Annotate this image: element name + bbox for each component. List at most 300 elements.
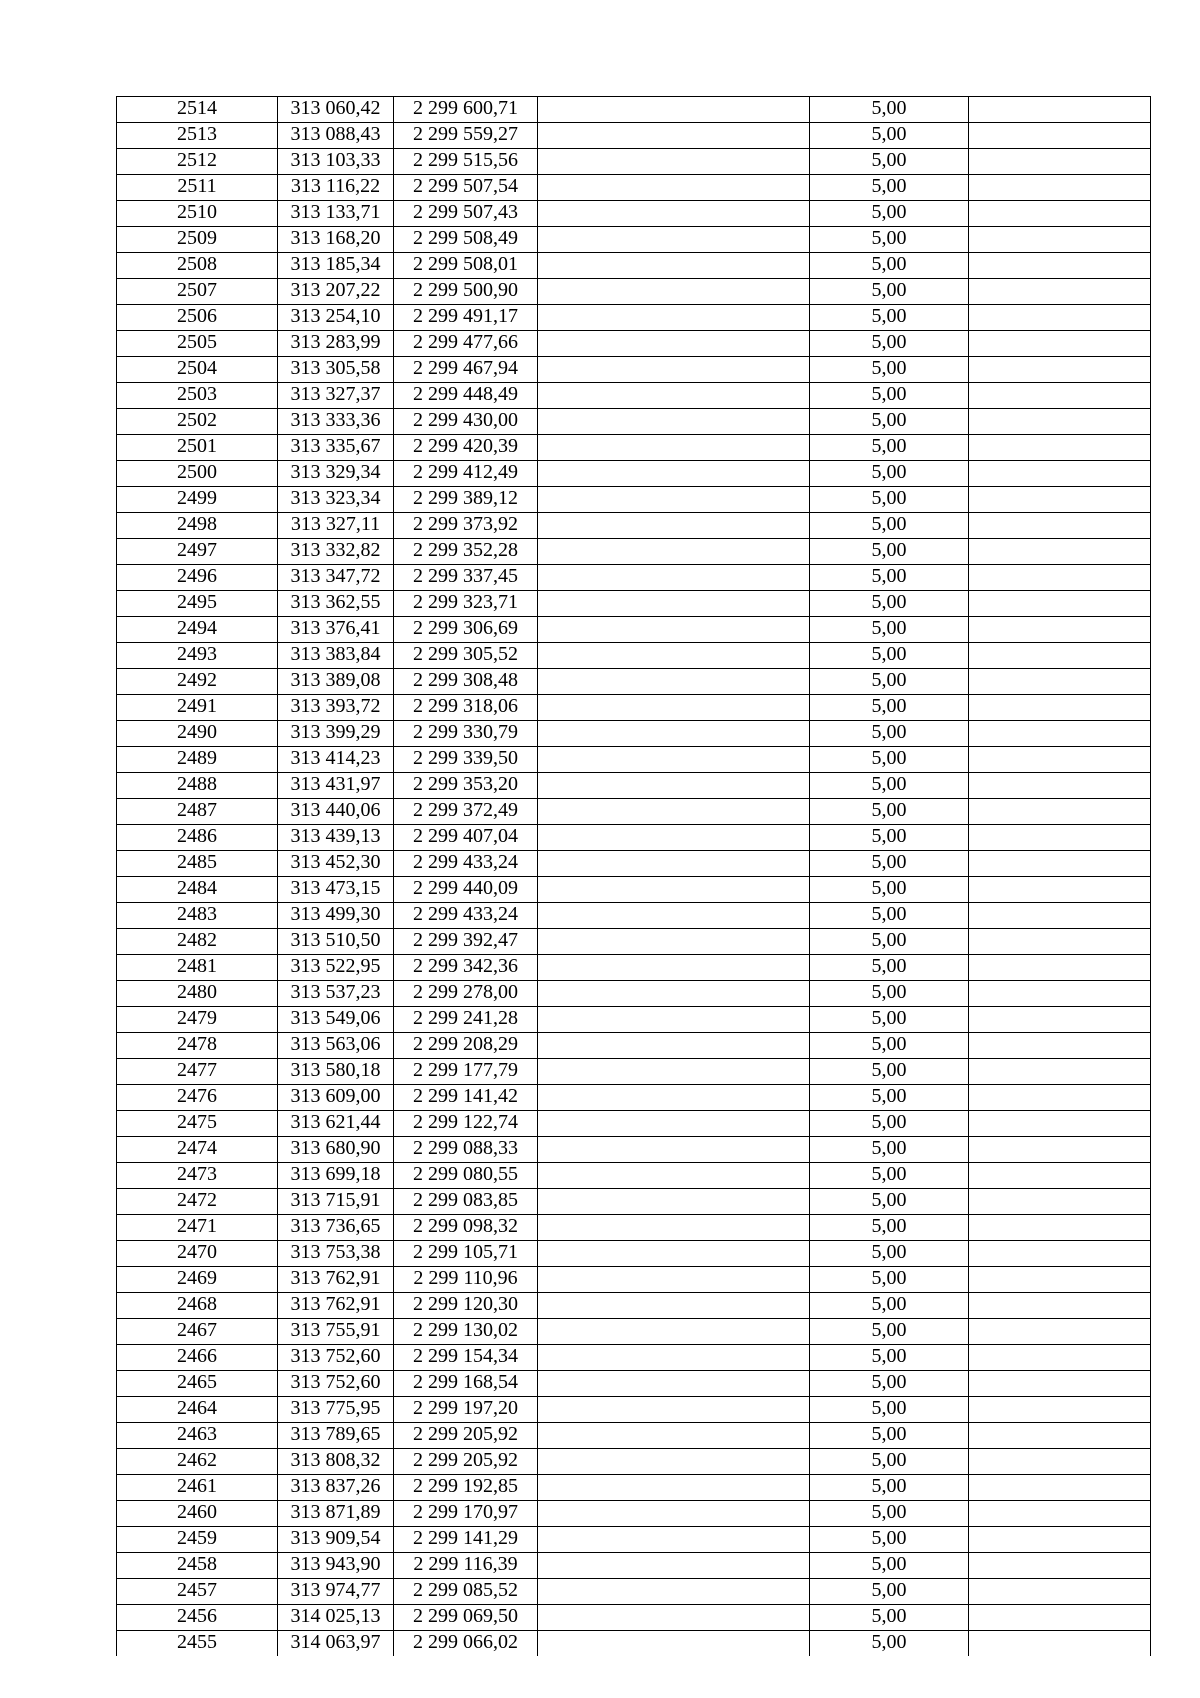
value-cell: 5,00 <box>810 149 969 175</box>
table-row <box>117 123 1151 149</box>
empty-cell <box>538 773 810 799</box>
point-number-cell: 2473 <box>117 1163 278 1189</box>
empty-cell <box>538 1319 810 1345</box>
empty-cell <box>538 253 810 279</box>
point-number-cell: 2464 <box>117 1397 278 1423</box>
table-row <box>117 1423 1151 1449</box>
y-coordinate-cell: 2 299 305,52 <box>394 643 538 669</box>
x-coordinate-cell: 314 063,97 <box>278 1631 394 1657</box>
y-coordinate-cell: 2 299 085,52 <box>394 1579 538 1605</box>
table-row <box>117 1501 1151 1527</box>
y-coordinate-cell: 2 299 508,01 <box>394 253 538 279</box>
empty-cell <box>969 1189 1151 1215</box>
empty-cell <box>969 1007 1151 1033</box>
table-row <box>117 1371 1151 1397</box>
x-coordinate-cell: 313 332,82 <box>278 539 394 565</box>
y-coordinate-cell: 2 299 318,06 <box>394 695 538 721</box>
point-number-cell: 2486 <box>117 825 278 851</box>
empty-cell <box>969 981 1151 1007</box>
x-coordinate-cell: 313 563,06 <box>278 1033 394 1059</box>
table-row <box>117 903 1151 929</box>
point-number-cell: 2481 <box>117 955 278 981</box>
point-number-cell: 2488 <box>117 773 278 799</box>
point-number-cell: 2455 <box>117 1631 278 1657</box>
value-cell: 5,00 <box>810 1163 969 1189</box>
x-coordinate-cell: 313 376,41 <box>278 617 394 643</box>
value-cell: 5,00 <box>810 1215 969 1241</box>
x-coordinate-cell: 313 327,37 <box>278 383 394 409</box>
table-row <box>117 1033 1151 1059</box>
empty-cell <box>969 1579 1151 1605</box>
y-coordinate-cell: 2 299 448,49 <box>394 383 538 409</box>
table-row <box>117 461 1151 487</box>
value-cell: 5,00 <box>810 1449 969 1475</box>
point-number-cell: 2514 <box>117 97 278 123</box>
empty-cell <box>969 851 1151 877</box>
empty-cell <box>969 643 1151 669</box>
point-number-cell: 2466 <box>117 1345 278 1371</box>
value-cell: 5,00 <box>810 1605 969 1631</box>
x-coordinate-cell: 313 943,90 <box>278 1553 394 1579</box>
x-coordinate-cell: 313 333,36 <box>278 409 394 435</box>
value-cell: 5,00 <box>810 305 969 331</box>
empty-cell <box>969 227 1151 253</box>
table-row <box>117 1605 1151 1631</box>
table-row <box>117 1137 1151 1163</box>
x-coordinate-cell: 313 909,54 <box>278 1527 394 1553</box>
empty-cell <box>538 149 810 175</box>
x-coordinate-cell: 313 329,34 <box>278 461 394 487</box>
table-row <box>117 981 1151 1007</box>
empty-cell <box>538 1579 810 1605</box>
y-coordinate-cell: 2 299 372,49 <box>394 799 538 825</box>
empty-cell <box>969 149 1151 175</box>
value-cell: 5,00 <box>810 617 969 643</box>
point-number-cell: 2495 <box>117 591 278 617</box>
value-cell: 5,00 <box>810 1267 969 1293</box>
empty-cell <box>969 1319 1151 1345</box>
value-cell: 5,00 <box>810 903 969 929</box>
x-coordinate-cell: 314 025,13 <box>278 1605 394 1631</box>
table-row <box>117 539 1151 565</box>
table-row <box>117 1475 1151 1501</box>
empty-cell <box>538 1371 810 1397</box>
table-row <box>117 513 1151 539</box>
empty-cell <box>969 1163 1151 1189</box>
empty-cell <box>538 539 810 565</box>
x-coordinate-cell: 313 452,30 <box>278 851 394 877</box>
empty-cell <box>969 695 1151 721</box>
y-coordinate-cell: 2 299 353,20 <box>394 773 538 799</box>
y-coordinate-cell: 2 299 120,30 <box>394 1293 538 1319</box>
point-number-cell: 2472 <box>117 1189 278 1215</box>
y-coordinate-cell: 2 299 154,34 <box>394 1345 538 1371</box>
empty-cell <box>969 1553 1151 1579</box>
table-row <box>117 149 1151 175</box>
x-coordinate-cell: 313 060,42 <box>278 97 394 123</box>
y-coordinate-cell: 2 299 440,09 <box>394 877 538 903</box>
value-cell: 5,00 <box>810 825 969 851</box>
value-cell: 5,00 <box>810 435 969 461</box>
y-coordinate-cell: 2 299 278,00 <box>394 981 538 1007</box>
value-cell: 5,00 <box>810 929 969 955</box>
point-number-cell: 2474 <box>117 1137 278 1163</box>
empty-cell <box>969 1267 1151 1293</box>
y-coordinate-cell: 2 299 197,20 <box>394 1397 538 1423</box>
empty-cell <box>969 929 1151 955</box>
empty-cell <box>538 565 810 591</box>
empty-cell <box>538 851 810 877</box>
x-coordinate-cell: 313 389,08 <box>278 669 394 695</box>
empty-cell <box>969 1085 1151 1111</box>
value-cell: 5,00 <box>810 1293 969 1319</box>
x-coordinate-cell: 313 414,23 <box>278 747 394 773</box>
empty-cell <box>969 1215 1151 1241</box>
x-coordinate-cell: 313 609,00 <box>278 1085 394 1111</box>
point-number-cell: 2465 <box>117 1371 278 1397</box>
empty-cell <box>969 565 1151 591</box>
table-row <box>117 695 1151 721</box>
empty-cell <box>538 617 810 643</box>
empty-cell <box>538 123 810 149</box>
value-cell: 5,00 <box>810 1553 969 1579</box>
y-coordinate-cell: 2 299 373,92 <box>394 513 538 539</box>
empty-cell <box>538 1111 810 1137</box>
point-number-cell: 2478 <box>117 1033 278 1059</box>
empty-cell <box>538 1449 810 1475</box>
point-number-cell: 2513 <box>117 123 278 149</box>
value-cell: 5,00 <box>810 1319 969 1345</box>
empty-cell <box>969 1631 1151 1657</box>
empty-cell <box>538 981 810 1007</box>
y-coordinate-cell: 2 299 339,50 <box>394 747 538 773</box>
empty-cell <box>969 669 1151 695</box>
point-number-cell: 2511 <box>117 175 278 201</box>
table-row <box>117 487 1151 513</box>
x-coordinate-cell: 313 621,44 <box>278 1111 394 1137</box>
x-coordinate-cell: 313 762,91 <box>278 1267 394 1293</box>
empty-cell <box>969 903 1151 929</box>
empty-cell <box>969 1449 1151 1475</box>
value-cell: 5,00 <box>810 461 969 487</box>
table-row <box>117 1267 1151 1293</box>
y-coordinate-cell: 2 299 433,24 <box>394 903 538 929</box>
empty-cell <box>969 747 1151 773</box>
empty-cell <box>538 1267 810 1293</box>
x-coordinate-cell: 313 439,13 <box>278 825 394 851</box>
empty-cell <box>538 1059 810 1085</box>
empty-cell <box>969 955 1151 981</box>
x-coordinate-cell: 313 789,65 <box>278 1423 394 1449</box>
y-coordinate-cell: 2 299 141,29 <box>394 1527 538 1553</box>
empty-cell <box>969 877 1151 903</box>
value-cell: 5,00 <box>810 1059 969 1085</box>
x-coordinate-cell: 313 431,97 <box>278 773 394 799</box>
table-row <box>117 227 1151 253</box>
table-row <box>117 591 1151 617</box>
value-cell: 5,00 <box>810 1241 969 1267</box>
point-number-cell: 2496 <box>117 565 278 591</box>
table-row <box>117 851 1151 877</box>
empty-cell <box>538 383 810 409</box>
x-coordinate-cell: 313 323,34 <box>278 487 394 513</box>
empty-cell <box>538 435 810 461</box>
point-number-cell: 2456 <box>117 1605 278 1631</box>
point-number-cell: 2483 <box>117 903 278 929</box>
y-coordinate-cell: 2 299 330,79 <box>394 721 538 747</box>
value-cell: 5,00 <box>810 1345 969 1371</box>
table-row <box>117 331 1151 357</box>
y-coordinate-cell: 2 299 069,50 <box>394 1605 538 1631</box>
point-number-cell: 2510 <box>117 201 278 227</box>
point-number-cell: 2459 <box>117 1527 278 1553</box>
empty-cell <box>969 461 1151 487</box>
value-cell: 5,00 <box>810 799 969 825</box>
y-coordinate-cell: 2 299 420,39 <box>394 435 538 461</box>
empty-cell <box>969 487 1151 513</box>
value-cell: 5,00 <box>810 747 969 773</box>
y-coordinate-cell: 2 299 515,56 <box>394 149 538 175</box>
empty-cell <box>969 591 1151 617</box>
x-coordinate-cell: 313 168,20 <box>278 227 394 253</box>
empty-cell <box>969 1397 1151 1423</box>
point-number-cell: 2485 <box>117 851 278 877</box>
empty-cell <box>969 799 1151 825</box>
empty-cell <box>538 1293 810 1319</box>
empty-cell <box>969 513 1151 539</box>
table-row <box>117 747 1151 773</box>
x-coordinate-cell: 313 362,55 <box>278 591 394 617</box>
y-coordinate-cell: 2 299 412,49 <box>394 461 538 487</box>
empty-cell <box>538 97 810 123</box>
table-row <box>117 1163 1151 1189</box>
x-coordinate-cell: 313 393,72 <box>278 695 394 721</box>
empty-cell <box>538 1605 810 1631</box>
y-coordinate-cell: 2 299 433,24 <box>394 851 538 877</box>
y-coordinate-cell: 2 299 205,92 <box>394 1423 538 1449</box>
empty-cell <box>969 1423 1151 1449</box>
point-number-cell: 2470 <box>117 1241 278 1267</box>
empty-cell <box>969 409 1151 435</box>
coordinates-table <box>116 96 1151 1656</box>
x-coordinate-cell: 313 522,95 <box>278 955 394 981</box>
y-coordinate-cell: 2 299 168,54 <box>394 1371 538 1397</box>
point-number-cell: 2509 <box>117 227 278 253</box>
empty-cell <box>969 97 1151 123</box>
empty-cell <box>538 331 810 357</box>
table-row <box>117 201 1151 227</box>
empty-cell <box>538 1007 810 1033</box>
x-coordinate-cell: 313 327,11 <box>278 513 394 539</box>
value-cell: 5,00 <box>810 721 969 747</box>
y-coordinate-cell: 2 299 600,71 <box>394 97 538 123</box>
empty-cell <box>538 1189 810 1215</box>
value-cell: 5,00 <box>810 851 969 877</box>
point-number-cell: 2512 <box>117 149 278 175</box>
table-row <box>117 1241 1151 1267</box>
x-coordinate-cell: 313 699,18 <box>278 1163 394 1189</box>
table-row <box>117 383 1151 409</box>
table-row <box>117 721 1151 747</box>
table-row <box>117 1111 1151 1137</box>
point-number-cell: 2469 <box>117 1267 278 1293</box>
value-cell: 5,00 <box>810 175 969 201</box>
value-cell: 5,00 <box>810 1527 969 1553</box>
value-cell: 5,00 <box>810 487 969 513</box>
value-cell: 5,00 <box>810 201 969 227</box>
value-cell: 5,00 <box>810 877 969 903</box>
empty-cell <box>538 1501 810 1527</box>
empty-cell <box>969 1527 1151 1553</box>
empty-cell <box>538 201 810 227</box>
empty-cell <box>538 695 810 721</box>
value-cell: 5,00 <box>810 1371 969 1397</box>
x-coordinate-cell: 313 133,71 <box>278 201 394 227</box>
table-row <box>117 643 1151 669</box>
x-coordinate-cell: 313 499,30 <box>278 903 394 929</box>
y-coordinate-cell: 2 299 430,00 <box>394 409 538 435</box>
table-row <box>117 1579 1151 1605</box>
point-number-cell: 2507 <box>117 279 278 305</box>
empty-cell <box>969 1059 1151 1085</box>
point-number-cell: 2502 <box>117 409 278 435</box>
empty-cell <box>538 669 810 695</box>
table-row <box>117 617 1151 643</box>
table-row <box>117 357 1151 383</box>
value-cell: 5,00 <box>810 565 969 591</box>
x-coordinate-cell: 313 103,33 <box>278 149 394 175</box>
empty-cell <box>969 825 1151 851</box>
empty-cell <box>538 1163 810 1189</box>
y-coordinate-cell: 2 299 205,92 <box>394 1449 538 1475</box>
point-number-cell: 2489 <box>117 747 278 773</box>
value-cell: 5,00 <box>810 357 969 383</box>
table-row <box>117 1085 1151 1111</box>
empty-cell <box>969 357 1151 383</box>
x-coordinate-cell: 313 871,89 <box>278 1501 394 1527</box>
empty-cell <box>969 331 1151 357</box>
table-row <box>117 799 1151 825</box>
x-coordinate-cell: 313 549,06 <box>278 1007 394 1033</box>
x-coordinate-cell: 313 680,90 <box>278 1137 394 1163</box>
point-number-cell: 2506 <box>117 305 278 331</box>
table-row <box>117 1215 1151 1241</box>
table-row <box>117 435 1151 461</box>
y-coordinate-cell: 2 299 477,66 <box>394 331 538 357</box>
empty-cell <box>538 513 810 539</box>
empty-cell <box>969 773 1151 799</box>
y-coordinate-cell: 2 299 083,85 <box>394 1189 538 1215</box>
x-coordinate-cell: 313 715,91 <box>278 1189 394 1215</box>
y-coordinate-cell: 2 299 306,69 <box>394 617 538 643</box>
y-coordinate-cell: 2 299 559,27 <box>394 123 538 149</box>
point-number-cell: 2504 <box>117 357 278 383</box>
empty-cell <box>538 1423 810 1449</box>
table-row <box>117 175 1151 201</box>
x-coordinate-cell: 313 510,50 <box>278 929 394 955</box>
empty-cell <box>538 955 810 981</box>
y-coordinate-cell: 2 299 389,12 <box>394 487 538 513</box>
empty-cell <box>969 1605 1151 1631</box>
empty-cell <box>969 383 1151 409</box>
empty-cell <box>538 877 810 903</box>
y-coordinate-cell: 2 299 323,71 <box>394 591 538 617</box>
point-number-cell: 2457 <box>117 1579 278 1605</box>
empty-cell <box>538 799 810 825</box>
table-row <box>117 1553 1151 1579</box>
x-coordinate-cell: 313 837,26 <box>278 1475 394 1501</box>
x-coordinate-cell: 313 283,99 <box>278 331 394 357</box>
table-row <box>117 1345 1151 1371</box>
empty-cell <box>538 1397 810 1423</box>
value-cell: 5,00 <box>810 1085 969 1111</box>
empty-cell <box>969 1033 1151 1059</box>
point-number-cell: 2508 <box>117 253 278 279</box>
point-number-cell: 2500 <box>117 461 278 487</box>
value-cell: 5,00 <box>810 643 969 669</box>
point-number-cell: 2497 <box>117 539 278 565</box>
table-row <box>117 1449 1151 1475</box>
value-cell: 5,00 <box>810 1475 969 1501</box>
value-cell: 5,00 <box>810 1137 969 1163</box>
value-cell: 5,00 <box>810 1033 969 1059</box>
y-coordinate-cell: 2 299 407,04 <box>394 825 538 851</box>
empty-cell <box>969 1345 1151 1371</box>
value-cell: 5,00 <box>810 669 969 695</box>
value-cell: 5,00 <box>810 1111 969 1137</box>
y-coordinate-cell: 2 299 508,49 <box>394 227 538 253</box>
empty-cell <box>538 747 810 773</box>
point-number-cell: 2458 <box>117 1553 278 1579</box>
x-coordinate-cell: 313 116,22 <box>278 175 394 201</box>
empty-cell <box>969 435 1151 461</box>
value-cell: 5,00 <box>810 279 969 305</box>
point-number-cell: 2503 <box>117 383 278 409</box>
x-coordinate-cell: 313 762,91 <box>278 1293 394 1319</box>
empty-cell <box>969 1371 1151 1397</box>
empty-cell <box>969 279 1151 305</box>
x-coordinate-cell: 313 185,34 <box>278 253 394 279</box>
x-coordinate-cell: 313 752,60 <box>278 1371 394 1397</box>
y-coordinate-cell: 2 299 105,71 <box>394 1241 538 1267</box>
empty-cell <box>538 721 810 747</box>
point-number-cell: 2480 <box>117 981 278 1007</box>
y-coordinate-cell: 2 299 122,74 <box>394 1111 538 1137</box>
table-row <box>117 305 1151 331</box>
empty-cell <box>538 1345 810 1371</box>
empty-cell <box>538 1085 810 1111</box>
y-coordinate-cell: 2 299 098,32 <box>394 1215 538 1241</box>
value-cell: 5,00 <box>810 773 969 799</box>
value-cell: 5,00 <box>810 1579 969 1605</box>
value-cell: 5,00 <box>810 1423 969 1449</box>
x-coordinate-cell: 313 755,91 <box>278 1319 394 1345</box>
y-coordinate-cell: 2 299 177,79 <box>394 1059 538 1085</box>
value-cell: 5,00 <box>810 123 969 149</box>
empty-cell <box>538 175 810 201</box>
value-cell: 5,00 <box>810 591 969 617</box>
x-coordinate-cell: 313 580,18 <box>278 1059 394 1085</box>
empty-cell <box>969 1293 1151 1319</box>
x-coordinate-cell: 313 305,58 <box>278 357 394 383</box>
table-row <box>117 825 1151 851</box>
table-row <box>117 1527 1151 1553</box>
y-coordinate-cell: 2 299 241,28 <box>394 1007 538 1033</box>
point-number-cell: 2490 <box>117 721 278 747</box>
point-number-cell: 2493 <box>117 643 278 669</box>
point-number-cell: 2487 <box>117 799 278 825</box>
table-row <box>117 1319 1151 1345</box>
